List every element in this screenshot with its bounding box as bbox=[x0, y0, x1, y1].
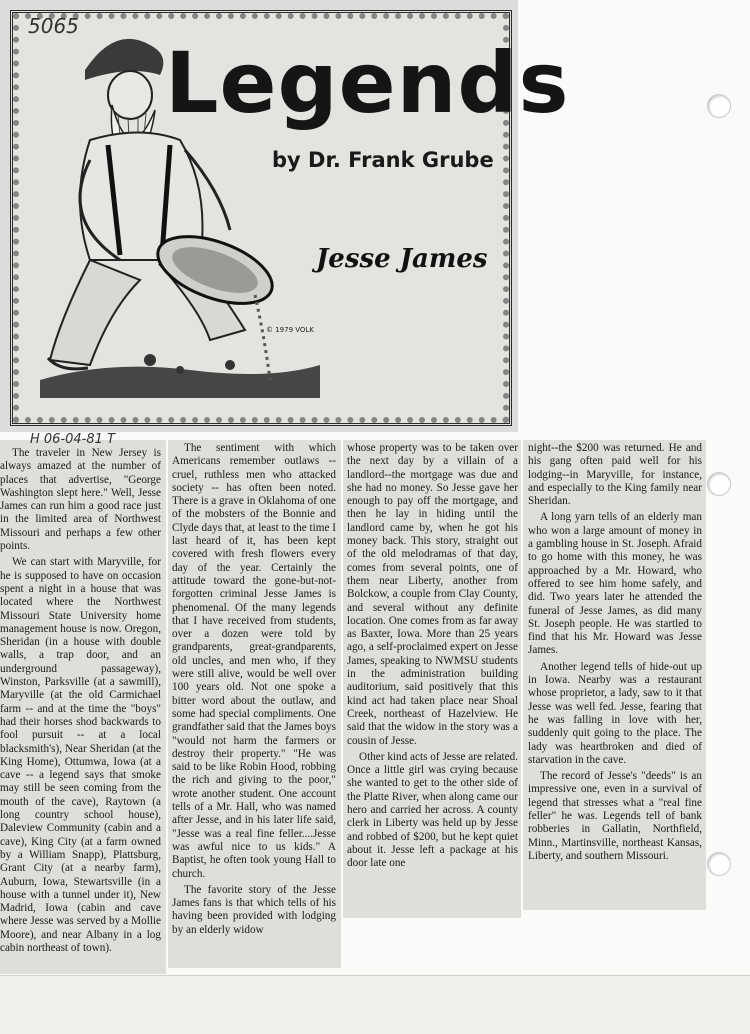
paragraph: Other kind acts of Jesse are related. Once a little girl was crying because she wanted to get to the other side of the Platte River, when along came our hero and carried her across. A county clerk in Liberty was held up by Jesse and robbed of $200, but he kept quiet about it. Jesse left a package at his door late one bbox=[347, 750, 518, 870]
article-header bbox=[0, 0, 570, 432]
catalog-number-handwritten: 5065 bbox=[28, 14, 79, 38]
article-title: Legends bbox=[165, 34, 570, 132]
punch-hole-middle bbox=[707, 472, 731, 496]
handwritten-archive-date: H 06-04-81 T bbox=[30, 432, 115, 447]
author-byline: by Dr. Frank Grube bbox=[272, 148, 494, 172]
article-column-3 bbox=[347, 442, 518, 874]
paragraph: The traveler in New Jersey is always amazed at the number of places that advertise, "George Washington slept here." Well, Jesse James can run him a good race just in the limited area of Northwest Missouri and perhaps a few other points. bbox=[0, 447, 161, 553]
illustration-copyright: © 1979 VOLK bbox=[266, 326, 314, 334]
paragraph: A long yarn tells of an elderly man who won a large amount of money in a gambling house in St. Joseph. Afraid to go home with this money, he was approached by a Mr. Howard, who offered to see him home safely, and did. Two years later he attended the funeral of Jesse James, as did many St. Joseph people. He was startled to find that his Mr. Howard was Jesse James. bbox=[528, 511, 702, 657]
punch-hole-bottom bbox=[707, 852, 731, 876]
scan-bottom-margin bbox=[0, 975, 750, 1034]
article-column-4 bbox=[528, 442, 702, 866]
paragraph: The record of Jesse's "deeds" is an impressive one, even in a survival of legend that stresses what a "real fine feller" he was. Legends tell of bank robberies in Gallatin, Northfield, Minn., Martinsville, northeast Kansas, Liberty, and southern Missouri. bbox=[528, 770, 702, 862]
paragraph: night--the $200 was returned. He and his gang often paid well for his lodging--in Maryville, for instance, and especially to the King family near Sheridan. bbox=[528, 442, 702, 508]
paragraph: whose property was to be taken over the next day by a villain of a landlord--the mortgage was due and she had no money. So Jesse gave her enough to pay off the mortgage, and then he lay in hiding until the landlord came by, when he got his money back. This story, straight out of the old melodramas of that day, comes from several points, one of them near Liberty, another from Bolckow, a couple from Clay County, and several without any definite location. One comes from as far away as Baxter, Iowa. More than 25 years ago, a self-proclaimed expert on Jesse James, speaking to NWMSU students in the administration building auditorium, said positively that this kind act had taken place near Shoal Creek, northeast of Hazelview. He said that the widow in the story was a cousin of Jesse. bbox=[347, 442, 518, 747]
article-column-2 bbox=[172, 442, 336, 940]
article-column-1 bbox=[0, 447, 161, 958]
paragraph: The favorite story of the Jesse James fans is that which tells of his having been provided with lodging by an elderly widow bbox=[172, 883, 336, 936]
article-subject: Jesse James bbox=[316, 244, 488, 274]
paragraph: Another legend tells of hide-out up in Iowa. Nearby was a restaurant whose proprietor, a lady, saw to it that Jesse was well fed. Jesse, fearing that he was falling in love with her, suddenly quit going to the place. The lady was heartbroken and died of starvation in the cave. bbox=[528, 660, 702, 766]
paragraph: The sentiment with which Americans remember outlaws -- cruel, ruthless men who attacked society -- has often been noted. There is a grave in Oklahoma of one of the mobsters of the Bonnie and Clyde days that, at least to the time I last heard of it, has been kept covered with fresh flowers every day of the year. Certainly the attitude toward the gone-but-not-forgotten criminal Jesse James is phenomenal. Of the many legends that I have received from students, over a dozen were told by grandparents, great-grandparents, old uncles, and men who, if they were still alive, would be well over 100 years old. Not one spoke a bitter word about the outlaw, and some had special compliments. One grandfather said that the James boys "would not harm the farmers or destroy their property." "He was said to be like Robin Hood, robbing the rich and giving to the poor," wrote another student. One account tells of a Mr. Hall, who was named after Jesse, and in his later life said, "Jesse was a real fine feller....Jesse was awful nice to us kids." A Baptist, he often took young Hall to church. bbox=[172, 442, 336, 880]
paragraph: We can start with Maryville, for he is supposed to have on occasion spent a night in a house that was located where the Northwest Missouri State University home management house is now. Oregon, Sheridan (in a house with double walls, a trap door, and an underground passageway), Winston, Parksville (at a sawmill), Maryville (at the old Carmichael farm -- and at the time the "boys" had their horses shod backwards to fool pursuit -- at a local blacksmith's), Near Sheridan (at the King Home), Ottumwa, Iowa (at a cave -- a legend says that smoke may still be seen coming from the mouth of the cave), Raytown (a long country school house), Daleview Community (cabin and a cave), King City (at a farm owned by a William Snapp), Plattsburg, Grant City (at a nearby farm), Auburn, Iowa, Stewartsville (in a house with a tunnel under it), New Madrid, Iowa (cabin and cave where Jesse was served by a Mollie Moore), and near Albany in a log cabin northeast of town). bbox=[0, 556, 161, 954]
punch-hole-top bbox=[707, 94, 731, 118]
